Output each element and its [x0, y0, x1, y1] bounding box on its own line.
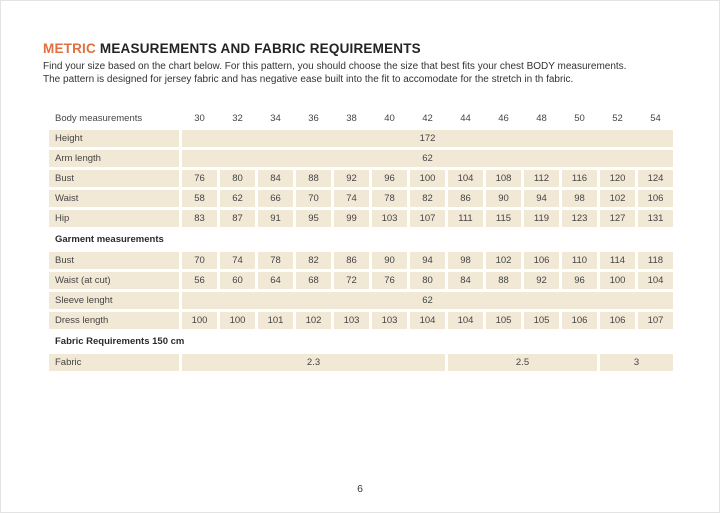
value-cell: 120 [600, 170, 635, 187]
value-cell: 64 [258, 272, 293, 289]
size-column-header: 42 [422, 113, 433, 124]
size-column-header: 50 [574, 113, 585, 124]
size-column-header: 48 [536, 113, 547, 124]
section-label: Garment measurements [55, 234, 164, 245]
value-cell: 98 [448, 252, 483, 269]
table-row [49, 130, 673, 147]
table-row [49, 190, 673, 207]
value-cell: 70 [182, 252, 217, 269]
value-cell: 127 [600, 210, 635, 227]
value-cell: 80 [220, 170, 255, 187]
value-cell: 100 [182, 312, 217, 329]
value-cell: 88 [296, 170, 331, 187]
value-cell: 104 [638, 272, 673, 289]
value-cell: 68 [296, 272, 331, 289]
value-cell: 96 [372, 170, 407, 187]
value-cell: 74 [334, 190, 369, 207]
value-cell: 108 [486, 170, 521, 187]
span-value-cell: 62 [182, 150, 673, 167]
value-cell: 58 [182, 190, 217, 207]
row-label: Fabric [49, 354, 179, 371]
row-values [182, 150, 673, 167]
fabric-span-cell: 2.3 [182, 354, 445, 371]
table-row [49, 210, 673, 227]
value-cell: 103 [334, 312, 369, 329]
row-values [182, 130, 673, 147]
intro-paragraph [43, 60, 677, 86]
value-cell: 124 [638, 170, 673, 187]
value-cell: 102 [486, 252, 521, 269]
value-cell: 131 [638, 210, 673, 227]
value-cell: 87 [220, 210, 255, 227]
size-column-header: 44 [460, 113, 471, 124]
table-header-row [49, 110, 673, 127]
table-row [49, 272, 673, 289]
table-row [49, 354, 673, 371]
value-cell: 103 [372, 312, 407, 329]
value-cell: 102 [600, 190, 635, 207]
intro-line-2: The pattern is designed for jersey fabric and has negative ease built into the fit to accomodate for the stretch in th fabric. [43, 74, 574, 85]
value-cell: 76 [372, 272, 407, 289]
page-title [43, 41, 677, 57]
size-chart-table [49, 110, 673, 371]
size-column-header: 54 [650, 113, 661, 124]
table-row [49, 170, 673, 187]
value-cell: 114 [600, 252, 635, 269]
value-cell: 115 [486, 210, 521, 227]
value-cell: 82 [410, 190, 445, 207]
value-cell: 78 [372, 190, 407, 207]
value-cell: 62 [220, 190, 255, 207]
value-cell: 123 [562, 210, 597, 227]
value-cell: 105 [486, 312, 521, 329]
value-cell: 84 [448, 272, 483, 289]
value-cell: 104 [448, 312, 483, 329]
value-cell: 86 [334, 252, 369, 269]
row-values [182, 210, 673, 227]
header-label: Body measurements [55, 113, 143, 124]
value-cell: 70 [296, 190, 331, 207]
value-cell: 90 [372, 252, 407, 269]
value-cell: 92 [334, 170, 369, 187]
size-column-header: 30 [194, 113, 205, 124]
value-cell: 56 [182, 272, 217, 289]
value-cell: 60 [220, 272, 255, 289]
value-cell: 90 [486, 190, 521, 207]
value-cell: 94 [410, 252, 445, 269]
page-number: 6 [357, 483, 363, 495]
value-cell: 86 [448, 190, 483, 207]
value-cell: 107 [638, 312, 673, 329]
value-cell: 116 [562, 170, 597, 187]
value-cell: 74 [220, 252, 255, 269]
header-size-columns [182, 110, 673, 127]
table-row [49, 292, 673, 309]
value-cell: 88 [486, 272, 521, 289]
value-cell: 119 [524, 210, 559, 227]
value-cell: 100 [410, 170, 445, 187]
value-cell: 106 [524, 252, 559, 269]
table-section-row [49, 231, 673, 248]
value-cell: 66 [258, 190, 293, 207]
row-label: Arm length [49, 150, 179, 167]
row-values [182, 292, 673, 309]
row-label: Waist [49, 190, 179, 207]
size-column-header: 40 [384, 113, 395, 124]
size-column-header: 38 [346, 113, 357, 124]
value-cell: 78 [258, 252, 293, 269]
value-cell: 111 [448, 210, 483, 227]
value-cell: 102 [296, 312, 331, 329]
table-section-row [49, 333, 673, 350]
value-cell: 104 [410, 312, 445, 329]
title-rest: MEASUREMENTS AND FABRIC REQUIREMENTS [99, 41, 421, 56]
row-label: Bust [49, 252, 179, 269]
row-values [182, 252, 673, 269]
row-values [182, 272, 673, 289]
value-cell: 92 [524, 272, 559, 289]
value-cell: 105 [524, 312, 559, 329]
value-cell: 100 [600, 272, 635, 289]
section-label: Fabric Requirements 150 cm [55, 336, 185, 347]
value-cell: 106 [562, 312, 597, 329]
value-cell: 106 [638, 190, 673, 207]
fabric-span-cell: 2.5 [448, 354, 597, 371]
row-values [182, 170, 673, 187]
span-value-cell: 62 [182, 292, 673, 309]
row-label: Hip [49, 210, 179, 227]
row-values [182, 354, 673, 371]
value-cell: 104 [448, 170, 483, 187]
size-column-header: 32 [232, 113, 243, 124]
title-metric-word: METRIC [43, 41, 96, 56]
size-column-header: 46 [498, 113, 509, 124]
row-label: Sleeve lenght [49, 292, 179, 309]
row-values [182, 312, 673, 329]
row-label: Dress length [49, 312, 179, 329]
value-cell: 91 [258, 210, 293, 227]
value-cell: 80 [410, 272, 445, 289]
row-label: Height [49, 130, 179, 147]
size-column-header: 36 [308, 113, 319, 124]
value-cell: 94 [524, 190, 559, 207]
row-label: Waist (at cut) [49, 272, 179, 289]
value-cell: 110 [562, 252, 597, 269]
value-cell: 72 [334, 272, 369, 289]
value-cell: 83 [182, 210, 217, 227]
value-cell: 99 [334, 210, 369, 227]
intro-line-1: Find your size based on the chart below. For this pattern, you should choose the size that best fits your chest BODY measurements. [43, 61, 627, 72]
value-cell: 101 [258, 312, 293, 329]
value-cell: 106 [600, 312, 635, 329]
value-cell: 95 [296, 210, 331, 227]
value-cell: 100 [220, 312, 255, 329]
value-cell: 103 [372, 210, 407, 227]
row-values [182, 190, 673, 207]
value-cell: 112 [524, 170, 559, 187]
value-cell: 76 [182, 170, 217, 187]
table-row [49, 252, 673, 269]
table-row [49, 312, 673, 329]
span-value-cell: 172 [182, 130, 673, 147]
size-column-header: 52 [612, 113, 623, 124]
fabric-span-cell: 3 [600, 354, 673, 371]
value-cell: 82 [296, 252, 331, 269]
value-cell: 107 [410, 210, 445, 227]
table-row [49, 150, 673, 167]
value-cell: 84 [258, 170, 293, 187]
value-cell: 98 [562, 190, 597, 207]
value-cell: 118 [638, 252, 673, 269]
size-column-header: 34 [270, 113, 281, 124]
value-cell: 96 [562, 272, 597, 289]
row-label: Bust [49, 170, 179, 187]
